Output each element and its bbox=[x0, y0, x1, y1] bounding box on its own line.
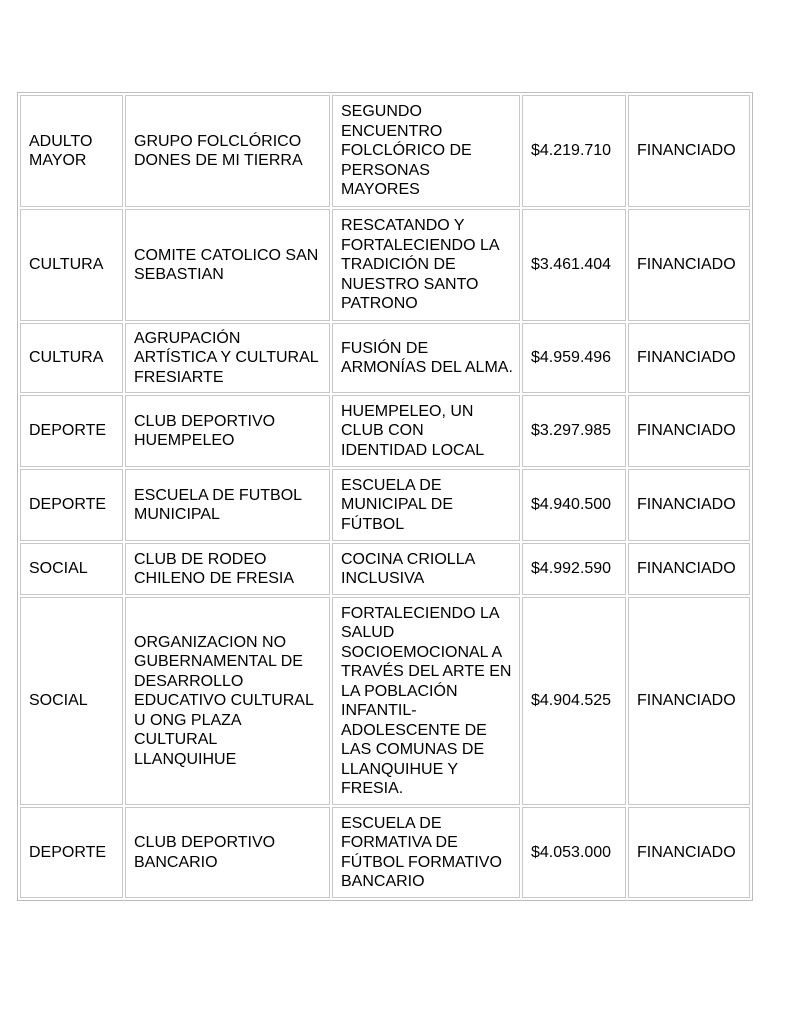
area-cell: DEPORTE bbox=[20, 469, 123, 541]
area-cell: DEPORTE bbox=[20, 395, 123, 467]
amount-cell: $4.959.496 bbox=[522, 323, 626, 393]
status-cell: FINANCIADO bbox=[628, 209, 750, 321]
amount-cell: $4.053.000 bbox=[522, 807, 626, 898]
project-cell: ESCUELA DE MUNICIPAL DE FÚTBOL bbox=[332, 469, 520, 541]
organization-cell: GRUPO FOLCLÓRICO DONES DE MI TIERRA bbox=[125, 95, 330, 207]
organization-cell: CLUB DEPORTIVO HUEMPELEO bbox=[125, 395, 330, 467]
organization-cell: ORGANIZACION NO GUBERNAMENTAL DE DESARROLLO EDUCATIVO CULTURAL U ONG PLAZA CULTURAL LLANQUIHUE bbox=[125, 597, 330, 805]
table-row bbox=[20, 95, 750, 207]
project-cell: FORTALECIENDO LA SALUD SOCIOEMOCIONAL A TRAVÉS DEL ARTE EN LA POBLACIÓN INFANTIL-ADOLESCENTE DE LAS COMUNAS DE LLANQUIHUE Y FRESIA. bbox=[332, 597, 520, 805]
area-cell: SOCIAL bbox=[20, 597, 123, 805]
area-cell: SOCIAL bbox=[20, 543, 123, 595]
project-cell: HUEMPELEO, UN CLUB CON IDENTIDAD LOCAL bbox=[332, 395, 520, 467]
status-cell: FINANCIADO bbox=[628, 543, 750, 595]
status-cell: FINANCIADO bbox=[628, 95, 750, 207]
amount-cell: $3.461.404 bbox=[522, 209, 626, 321]
table-row bbox=[20, 543, 750, 595]
project-cell: RESCATANDO Y FORTALECIENDO LA TRADICIÓN DE NUESTRO SANTO PATRONO bbox=[332, 209, 520, 321]
table-row bbox=[20, 597, 750, 805]
status-cell: FINANCIADO bbox=[628, 469, 750, 541]
area-cell: CULTURA bbox=[20, 323, 123, 393]
area-cell: ADULTO MAYOR bbox=[20, 95, 123, 207]
amount-cell: $4.219.710 bbox=[522, 95, 626, 207]
status-cell: FINANCIADO bbox=[628, 807, 750, 898]
area-cell: DEPORTE bbox=[20, 807, 123, 898]
grants-table bbox=[17, 92, 753, 901]
area-cell: CULTURA bbox=[20, 209, 123, 321]
project-cell: COCINA CRIOLLA INCLUSIVA bbox=[332, 543, 520, 595]
status-cell: FINANCIADO bbox=[628, 395, 750, 467]
status-cell: FINANCIADO bbox=[628, 597, 750, 805]
amount-cell: $4.940.500 bbox=[522, 469, 626, 541]
amount-cell: $4.904.525 bbox=[522, 597, 626, 805]
table-row bbox=[20, 209, 750, 321]
table-row bbox=[20, 395, 750, 467]
table-row bbox=[20, 807, 750, 898]
table-row bbox=[20, 323, 750, 393]
project-cell: SEGUNDO ENCUENTRO FOLCLÓRICO DE PERSONAS MAYORES bbox=[332, 95, 520, 207]
table-row bbox=[20, 469, 750, 541]
document-page bbox=[17, 92, 751, 901]
organization-cell: CLUB DE RODEO CHILENO DE FRESIA bbox=[125, 543, 330, 595]
organization-cell: AGRUPACIÓN ARTÍSTICA Y CULTURAL FRESIARTE bbox=[125, 323, 330, 393]
organization-cell: CLUB DEPORTIVO BANCARIO bbox=[125, 807, 330, 898]
organization-cell: COMITE CATOLICO SAN SEBASTIAN bbox=[125, 209, 330, 321]
amount-cell: $4.992.590 bbox=[522, 543, 626, 595]
status-cell: FINANCIADO bbox=[628, 323, 750, 393]
amount-cell: $3.297.985 bbox=[522, 395, 626, 467]
project-cell: FUSIÓN DE ARMONÍAS DEL ALMA. bbox=[332, 323, 520, 393]
organization-cell: ESCUELA DE FUTBOL MUNICIPAL bbox=[125, 469, 330, 541]
project-cell: ESCUELA DE FORMATIVA DE FÚTBOL FORMATIVO BANCARIO bbox=[332, 807, 520, 898]
